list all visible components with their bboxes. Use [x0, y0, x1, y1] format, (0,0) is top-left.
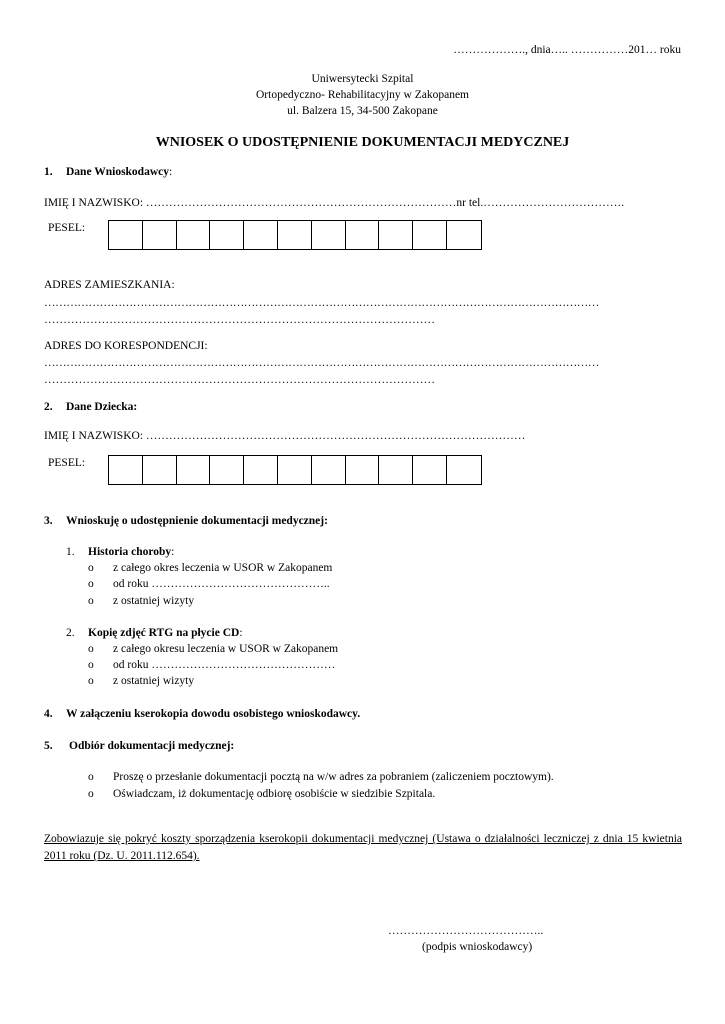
hospital-name-line1: Uniwersytecki Szpital	[311, 73, 414, 85]
checkbox-bullet[interactable]: o	[88, 643, 94, 655]
item2-colon: :	[239, 627, 243, 639]
pesel-digit-box[interactable]	[244, 221, 278, 249]
cost-notice: Zobowiazuje się pokryć koszty sporządzenia kserokopii dokumentacji medycznej (Ustawa o działalności leczniczej z dnia 15 kwietnia 2011 roku (Dz. U. 2011.112.654).	[44, 833, 682, 862]
checkbox-bullet[interactable]: o	[88, 578, 94, 590]
pesel-digit-box[interactable]	[278, 221, 312, 249]
section5-heading: Odbiór dokumentacji medycznej:	[69, 740, 235, 752]
pesel-digit-box[interactable]	[177, 456, 211, 484]
address-field-line1[interactable]: ……………………………………………………………………………………………………………………………………	[44, 297, 600, 309]
option-label: z całego okres leczenia w USOR w Zakopanem	[113, 562, 333, 574]
item1-number: 1.	[66, 546, 75, 558]
signature-label: (podpis wnioskodawcy)	[422, 941, 533, 953]
checkbox-bullet[interactable]: o	[88, 562, 94, 574]
section2-heading: Dane Dziecka:	[66, 401, 138, 413]
applicant-name-field[interactable]: IMIĘ I NAZWISKO: ………………………………………………………………………nr tel.……………………………….	[44, 197, 625, 209]
item1-title-wrap	[88, 546, 174, 558]
pesel-digit-box[interactable]	[278, 456, 312, 484]
pesel-digit-box[interactable]	[244, 456, 278, 484]
option-row[interactable]	[88, 562, 332, 574]
document-title: WNIOSEK O UDOSTĘPNIENIE DOKUMENTACJI MEDYCZNEJ	[155, 135, 570, 150]
option-row[interactable]	[88, 771, 554, 783]
section4-heading: W załączeniu kserokopia dowodu osobistego wnioskodawcy.	[66, 708, 361, 720]
child-pesel-label: PESEL:	[48, 457, 86, 469]
section3-heading: Wnioskuję o udostępnienie dokumentacji medycznej:	[66, 515, 328, 527]
pesel-digit-box[interactable]	[346, 456, 380, 484]
section5-number: 5.	[44, 740, 53, 752]
pesel-digit-box[interactable]	[447, 221, 481, 249]
pesel-digit-box[interactable]	[346, 221, 380, 249]
pesel-digit-box[interactable]	[379, 221, 413, 249]
checkbox-bullet[interactable]: o	[88, 675, 94, 687]
child-pesel-boxes	[108, 455, 482, 485]
option-label: Oświadczam, iż dokumentację odbiorę osobiście w siedzibie Szpitala.	[113, 788, 436, 800]
section3-number: 3.	[44, 515, 53, 527]
applicant-pesel-label: PESEL:	[48, 222, 86, 234]
checkbox-bullet[interactable]: o	[88, 788, 94, 800]
section1-colon: :	[169, 166, 173, 178]
option-label: z ostatniej wizyty	[113, 595, 195, 607]
child-pesel-row	[48, 455, 482, 485]
option-row[interactable]	[88, 578, 330, 590]
pesel-digit-box[interactable]	[312, 221, 346, 249]
checkbox-bullet[interactable]: o	[88, 659, 94, 671]
signature-field[interactable]: …………………………………..	[388, 925, 544, 937]
pesel-digit-box[interactable]	[177, 221, 211, 249]
applicant-pesel-row	[48, 220, 482, 250]
correspondence-field-line1[interactable]: ……………………………………………………………………………………………………………………………………	[44, 357, 600, 369]
correspondence-label: ADRES DO KORESPONDENCJI:	[44, 340, 208, 352]
section1-number: 1.	[44, 166, 53, 178]
checkbox-bullet[interactable]: o	[88, 771, 94, 783]
option-row[interactable]	[88, 643, 338, 655]
item1-colon: :	[171, 546, 175, 558]
section1-heading: Dane Wnioskodawcy	[66, 166, 169, 178]
option-row[interactable]	[88, 659, 335, 671]
item2-title-wrap	[88, 627, 243, 639]
applicant-pesel-boxes	[108, 220, 482, 250]
option-label: z ostatniej wizyty	[113, 675, 195, 687]
hospital-address: ul. Balzera 15, 34-500 Zakopane	[287, 105, 438, 117]
section1-heading-wrap	[66, 166, 172, 178]
section2-number: 2.	[44, 401, 53, 413]
hospital-name-line2: Ortopedyczno- Rehabilitacyjny w Zakopanem	[256, 89, 469, 101]
address-label: ADRES ZAMIESZKANIA:	[44, 279, 175, 291]
item1-title: Historia choroby	[88, 546, 172, 558]
pesel-digit-box[interactable]	[109, 221, 143, 249]
option-label: od roku ………………………………………..	[113, 578, 330, 590]
pesel-digit-box[interactable]	[312, 456, 346, 484]
option-label: Proszę o przesłanie dokumentacji pocztą na w/w adres za pobraniem (zaliczeniem pocztowym).	[113, 771, 554, 783]
pesel-digit-box[interactable]	[413, 456, 447, 484]
correspondence-field-line2[interactable]: …………………………………………………………………………………………	[44, 374, 435, 386]
pesel-digit-box[interactable]	[210, 456, 244, 484]
option-row[interactable]	[88, 788, 435, 800]
address-field-line2[interactable]: …………………………………………………………………………………………	[44, 314, 435, 326]
checkbox-bullet[interactable]: o	[88, 595, 94, 607]
pesel-digit-box[interactable]	[143, 221, 177, 249]
option-label: od roku …………………………………………	[113, 659, 336, 671]
section4-number: 4.	[44, 708, 53, 720]
item2-number: 2.	[66, 627, 75, 639]
pesel-digit-box[interactable]	[109, 456, 143, 484]
child-name-field[interactable]: IMIĘ I NAZWISKO: ………………………………………………………………………………………	[44, 430, 526, 442]
pesel-digit-box[interactable]	[447, 456, 481, 484]
pesel-digit-box[interactable]	[413, 221, 447, 249]
pesel-digit-box[interactable]	[143, 456, 177, 484]
option-row[interactable]	[88, 675, 194, 687]
option-label: z całego okresu leczenia w USOR w Zakopanem	[113, 643, 339, 655]
item2-title: Kopię zdjęć RTG na płycie CD	[88, 627, 240, 639]
pesel-digit-box[interactable]	[379, 456, 413, 484]
date-line: ………………., dnia….. ……………201… roku	[453, 44, 681, 56]
pesel-digit-box[interactable]	[210, 221, 244, 249]
option-row[interactable]	[88, 595, 194, 607]
